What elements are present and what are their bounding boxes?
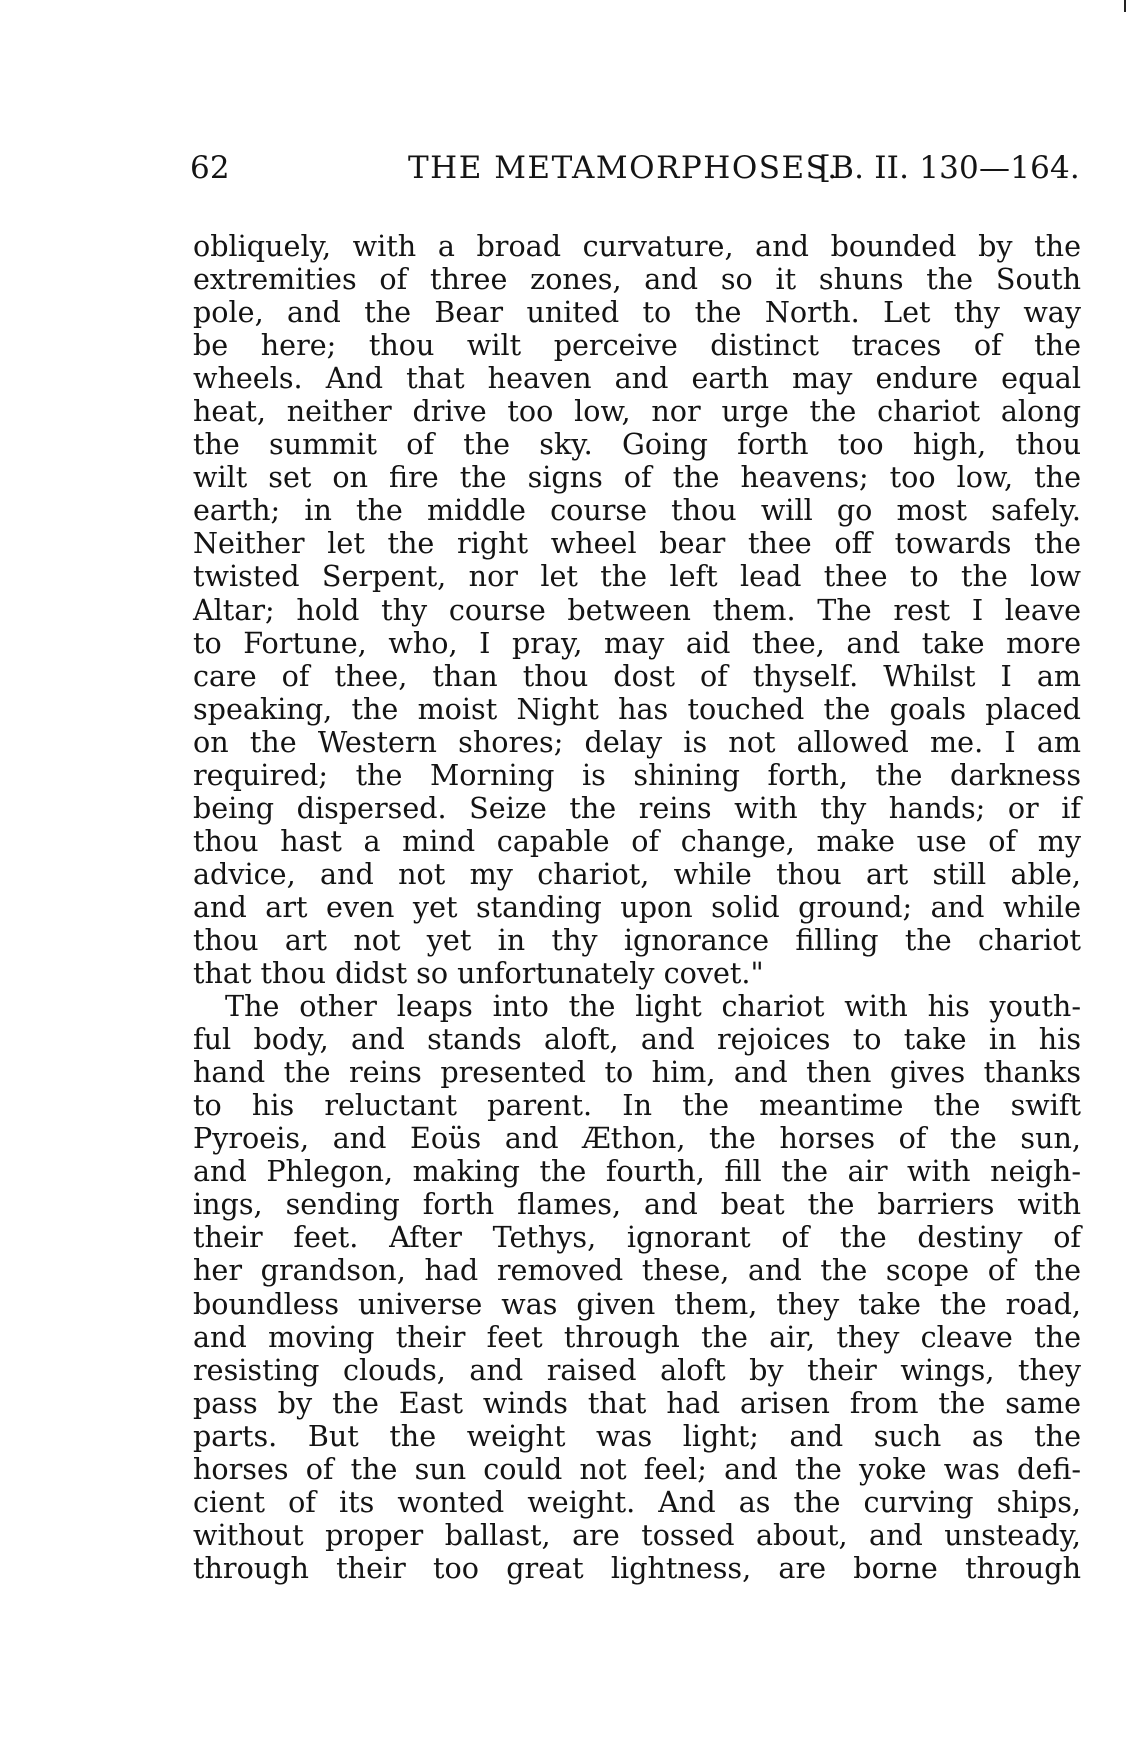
text-line: the summit of the sky. Going forth too high, thou <box>193 427 1081 462</box>
text-line: The other leaps into the light chariot with his youth- <box>225 989 1081 1024</box>
text-line: resisting clouds, and raised aloft by their wings, they <box>193 1352 1081 1387</box>
text-line: advice, and not my chariot, while thou art still able, <box>193 856 1081 891</box>
text-line: and art even yet standing upon solid ground; and while <box>193 889 1081 924</box>
running-head <box>190 146 1080 190</box>
text-line: wheels. And that heaven and earth may endure equal <box>193 361 1081 396</box>
paragraph-2 <box>193 990 1081 1585</box>
text-line: pass by the East winds that had arisen from the same <box>193 1385 1081 1420</box>
text-line: obliquely, with a broad curvature, and bounded by the <box>193 229 1081 263</box>
text-line: her grandson, had removed these, and the scope of the <box>193 1253 1081 1288</box>
text-line: boundless universe was given them, they take the road, <box>193 1286 1081 1321</box>
text-line: Altar; hold thy course between them. The rest I leave <box>193 592 1081 627</box>
text-line: speaking, the moist Night has touched the goals placed <box>193 691 1081 726</box>
book-title: THE METAMORPHOSES. <box>408 150 839 186</box>
text-line: pole, and the Bear united to the North. Let thy way <box>193 295 1081 330</box>
paragraph-1 <box>193 230 1081 990</box>
text-line: Pyroeis, and Eoüs and Æthon, the horses of the sun, <box>193 1121 1081 1156</box>
text-line: and moving their feet through the air, they cleave the <box>193 1319 1081 1354</box>
text-line: to his reluctant parent. In the meantime the swift <box>193 1088 1081 1123</box>
page-number: 62 <box>190 150 230 186</box>
text-line: heat, neither drive too low, nor urge the chariot along <box>193 394 1081 429</box>
text-line: Neither let the right wheel bear thee off towards the <box>193 526 1081 561</box>
text-line: hand the reins presented to him, and then gives thanks <box>193 1055 1081 1090</box>
text-line: cient of its wonted weight. And as the curving ships, <box>193 1484 1081 1519</box>
text-line: wilt set on fire the signs of the heavens; too low, the <box>193 460 1081 495</box>
text-line: horses of the sun could not feel; and the yoke was defi- <box>193 1451 1081 1486</box>
text-line: parts. But the weight was light; and such as the <box>193 1418 1081 1453</box>
text-line: their feet. After Tethys, ignorant of the destiny of <box>193 1220 1081 1255</box>
text-line: ful body, and stands aloft, and rejoices to take in his <box>193 1022 1081 1057</box>
text-line: through their too great lightness, are borne through <box>193 1550 1081 1585</box>
text-line: extremities of three zones, and so it shuns the South <box>193 262 1081 297</box>
text-line: earth; in the middle course thou will go most safely. <box>193 493 1081 528</box>
text-line: that thou didst so unfortunately covet." <box>193 956 764 991</box>
text-line: to Fortune, who, I pray, may aid thee, and take more <box>193 625 1081 660</box>
body-text <box>193 230 1081 1585</box>
text-line: on the Western shores; delay is not allowed me. I am <box>193 724 1081 759</box>
text-line: thou hast a mind capable of change, make use of my <box>193 823 1081 858</box>
scan-edge-mark <box>1124 0 1126 12</box>
text-line: without proper ballast, are tossed about, and unsteady, <box>193 1517 1081 1552</box>
text-line: be here; thou wilt perceive distinct traces of the <box>193 328 1081 363</box>
text-line: ings, sending forth flames, and beat the barriers with <box>193 1187 1081 1222</box>
text-line: twisted Serpent, nor let the left lead thee to the low <box>193 559 1081 594</box>
text-line: being dispersed. Seize the reins with thy hands; or if <box>193 790 1081 825</box>
text-line: and Phlegon, making the fourth, fill the air with neigh- <box>193 1154 1081 1189</box>
text-line: care of thee, than thou dost of thyself. Whilst I am <box>193 658 1081 693</box>
text-line: required; the Morning is shining forth, the darkness <box>193 757 1081 792</box>
text-line: thou art not yet in thy ignorance filling the chariot <box>193 922 1081 957</box>
book-line-reference: [B. II. 130—164. <box>818 150 1080 186</box>
